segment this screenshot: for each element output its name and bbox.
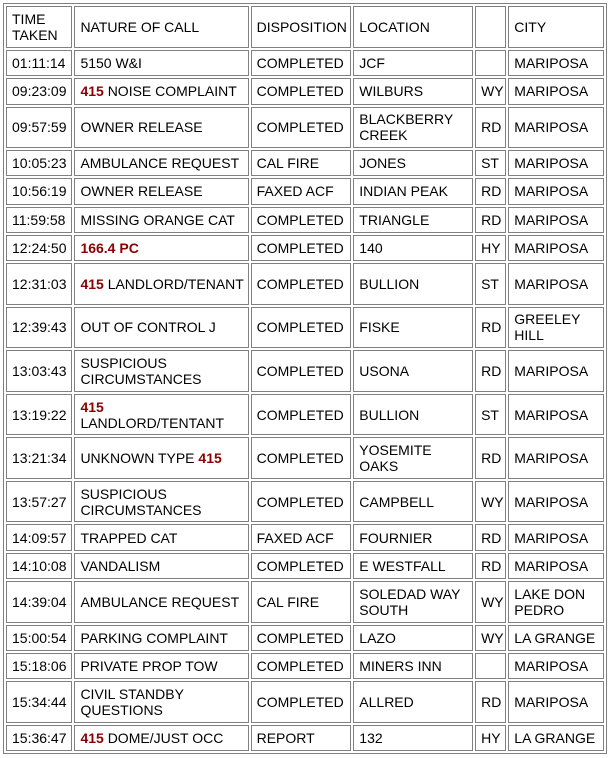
header-city: CITY xyxy=(508,6,604,48)
nature-cell xyxy=(74,263,248,305)
time-cell: 14:09:57 xyxy=(6,524,72,550)
time-cell: 10:56:19 xyxy=(6,178,72,204)
street-suffix-cell: ST xyxy=(475,394,506,436)
street-suffix-cell: ST xyxy=(475,263,506,305)
disposition-cell: COMPLETED xyxy=(251,263,352,305)
nature-cell xyxy=(74,50,248,76)
time-cell: 09:23:09 xyxy=(6,78,72,104)
header-street-suffix xyxy=(475,6,506,48)
time-cell: 13:57:27 xyxy=(6,481,72,523)
disposition-cell: COMPLETED xyxy=(251,481,352,523)
nature-cell xyxy=(74,725,248,751)
time-cell: 10:05:23 xyxy=(6,150,72,176)
nature-text: LANDLORD/TENANT xyxy=(107,275,244,292)
city-cell: MARIPOSA xyxy=(508,681,604,723)
nature-text: NOISE COMPLAINT xyxy=(107,83,237,100)
street-suffix-cell: HY xyxy=(475,725,506,751)
call-code: 415 xyxy=(80,275,104,292)
disposition-cell: COMPLETED xyxy=(251,350,352,392)
time-cell: 14:39:04 xyxy=(6,581,72,623)
city-cell: MARIPOSA xyxy=(508,78,604,104)
city-cell: LAKE DON PEDRO xyxy=(508,581,604,623)
table-row xyxy=(6,207,604,233)
nature-text: CIVIL STANDBY QUESTIONS xyxy=(80,685,184,718)
table-row xyxy=(6,437,604,479)
city-cell: MARIPOSA xyxy=(508,481,604,523)
street-suffix-cell xyxy=(475,50,506,76)
nature-cell xyxy=(74,307,248,349)
nature-cell xyxy=(74,481,248,523)
nature-cell xyxy=(74,524,248,550)
time-cell: 01:11:14 xyxy=(6,50,72,76)
street-suffix-cell: RD xyxy=(475,437,506,479)
street-suffix-cell: WY xyxy=(475,625,506,651)
city-cell: MARIPOSA xyxy=(508,524,604,550)
location-cell: FISKE xyxy=(353,307,473,349)
city-cell: MARIPOSA xyxy=(508,178,604,204)
time-cell: 12:39:43 xyxy=(6,307,72,349)
disposition-cell: COMPLETED xyxy=(251,235,352,261)
disposition-cell: COMPLETED xyxy=(251,437,352,479)
location-cell: JONES xyxy=(353,150,473,176)
call-code: 415 xyxy=(198,450,222,467)
nature-text: SUSPICIOUS CIRCUMSTANCES xyxy=(80,485,202,518)
nature-cell xyxy=(74,653,248,679)
city-cell: MARIPOSA xyxy=(508,235,604,261)
nature-text: LANDLORD/TENTANT xyxy=(80,414,225,431)
location-cell: SOLEDAD WAY SOUTH xyxy=(353,581,473,623)
table-row xyxy=(6,581,604,623)
street-suffix-cell: WY xyxy=(475,78,506,104)
table-row xyxy=(6,50,604,76)
city-cell: MARIPOSA xyxy=(508,553,604,579)
street-suffix-cell xyxy=(475,653,506,679)
nature-text: AMBULANCE REQUEST xyxy=(80,155,240,172)
call-code: 415 xyxy=(80,83,104,100)
disposition-cell: COMPLETED xyxy=(251,50,352,76)
time-cell: 14:10:08 xyxy=(6,553,72,579)
table-row xyxy=(6,481,604,523)
time-cell: 15:18:06 xyxy=(6,653,72,679)
nature-text: VANDALISM xyxy=(80,557,161,574)
nature-text: UNKNOWN TYPE xyxy=(80,450,195,467)
nature-text: 5150 W&I xyxy=(80,55,142,72)
city-cell: MARIPOSA xyxy=(508,107,604,149)
table-row xyxy=(6,350,604,392)
nature-cell xyxy=(74,107,248,149)
city-cell: MARIPOSA xyxy=(508,653,604,679)
street-suffix-cell: RD xyxy=(475,207,506,233)
street-suffix-cell: RD xyxy=(475,178,506,204)
nature-text: OWNER RELEASE xyxy=(80,183,203,200)
header-disposition: DISPOSITION xyxy=(251,6,352,48)
nature-text: OUT OF CONTROL J xyxy=(80,319,216,336)
time-cell: 15:36:47 xyxy=(6,725,72,751)
location-cell: WILBURS xyxy=(353,78,473,104)
time-cell: 15:34:44 xyxy=(6,681,72,723)
street-suffix-cell: RD xyxy=(475,681,506,723)
time-cell: 13:21:34 xyxy=(6,437,72,479)
table-row xyxy=(6,524,604,550)
time-cell: 12:31:03 xyxy=(6,263,72,305)
disposition-cell: COMPLETED xyxy=(251,681,352,723)
disposition-cell: COMPLETED xyxy=(251,394,352,436)
table-row xyxy=(6,78,604,104)
city-cell: MARIPOSA xyxy=(508,207,604,233)
time-cell: 09:57:59 xyxy=(6,107,72,149)
header-location: LOCATION xyxy=(353,6,473,48)
nature-cell xyxy=(74,437,248,479)
nature-cell xyxy=(74,78,248,104)
table-row xyxy=(6,725,604,751)
nature-cell xyxy=(74,581,248,623)
time-cell: 12:24:50 xyxy=(6,235,72,261)
nature-text: MISSING ORANGE CAT xyxy=(80,211,235,228)
table-row xyxy=(6,107,604,149)
street-suffix-cell: RD xyxy=(475,307,506,349)
nature-text: PARKING COMPLAINT xyxy=(80,629,228,646)
disposition-cell: COMPLETED xyxy=(251,653,352,679)
header-nature-of-call: NATURE OF CALL xyxy=(74,6,248,48)
city-cell: MARIPOSA xyxy=(508,394,604,436)
location-cell: E WESTFALL xyxy=(353,553,473,579)
city-cell: LA GRANGE xyxy=(508,625,604,651)
nature-cell xyxy=(74,150,248,176)
city-cell: LA GRANGE xyxy=(508,725,604,751)
call-code: 415 xyxy=(80,398,104,415)
call-log-body xyxy=(6,50,604,751)
disposition-cell: COMPLETED xyxy=(251,625,352,651)
time-cell: 13:19:22 xyxy=(6,394,72,436)
city-cell: MARIPOSA xyxy=(508,350,604,392)
nature-cell xyxy=(74,350,248,392)
street-suffix-cell: RD xyxy=(475,107,506,149)
time-cell: 15:00:54 xyxy=(6,625,72,651)
location-cell: ALLRED xyxy=(353,681,473,723)
street-suffix-cell: RD xyxy=(475,553,506,579)
nature-cell xyxy=(74,394,248,436)
disposition-cell: CAL FIRE xyxy=(251,150,352,176)
location-cell: 132 xyxy=(353,725,473,751)
nature-text: DOME/JUST OCC xyxy=(107,729,224,746)
time-cell: 13:03:43 xyxy=(6,350,72,392)
nature-cell xyxy=(74,681,248,723)
city-cell: MARIPOSA xyxy=(508,150,604,176)
table-row xyxy=(6,307,604,349)
header-row xyxy=(6,6,604,48)
penal-code: 166.4 PC xyxy=(80,239,139,256)
location-cell: USONA xyxy=(353,350,473,392)
city-cell: GREELEY HILL xyxy=(508,307,604,349)
nature-cell xyxy=(74,625,248,651)
street-suffix-cell: WY xyxy=(475,481,506,523)
location-cell: JCF xyxy=(353,50,473,76)
nature-text: TRAPPED CAT xyxy=(80,529,178,546)
table-row xyxy=(6,235,604,261)
location-cell: TRIANGLE xyxy=(353,207,473,233)
disposition-cell: COMPLETED xyxy=(251,307,352,349)
city-cell: MARIPOSA xyxy=(508,437,604,479)
nature-text: PRIVATE PROP TOW xyxy=(80,657,218,674)
disposition-cell: COMPLETED xyxy=(251,553,352,579)
table-row xyxy=(6,625,604,651)
disposition-cell: CAL FIRE xyxy=(251,581,352,623)
table-row xyxy=(6,681,604,723)
street-suffix-cell: HY xyxy=(475,235,506,261)
location-cell: YOSEMITE OAKS xyxy=(353,437,473,479)
nature-text: AMBULANCE REQUEST xyxy=(80,593,240,610)
header-time-taken: TIME TAKEN xyxy=(6,6,72,48)
city-cell: MARIPOSA xyxy=(508,50,604,76)
location-cell: CAMPBELL xyxy=(353,481,473,523)
street-suffix-cell: RD xyxy=(475,524,506,550)
nature-cell xyxy=(74,178,248,204)
disposition-cell: COMPLETED xyxy=(251,107,352,149)
disposition-cell: FAXED ACF xyxy=(251,178,352,204)
street-suffix-cell: ST xyxy=(475,150,506,176)
nature-text: OWNER RELEASE xyxy=(80,119,203,136)
disposition-cell: FAXED ACF xyxy=(251,524,352,550)
nature-cell xyxy=(74,207,248,233)
table-row xyxy=(6,394,604,436)
location-cell: BLACKBERRY CREEK xyxy=(353,107,473,149)
table-row xyxy=(6,263,604,305)
location-cell: BULLION xyxy=(353,394,473,436)
table-row xyxy=(6,653,604,679)
disposition-cell: COMPLETED xyxy=(251,78,352,104)
table-row xyxy=(6,150,604,176)
disposition-cell: REPORT xyxy=(251,725,352,751)
nature-text: SUSPICIOUS CIRCUMSTANCES xyxy=(80,354,202,387)
location-cell: BULLION xyxy=(353,263,473,305)
location-cell: 140 xyxy=(353,235,473,261)
location-cell: FOURNIER xyxy=(353,524,473,550)
nature-cell xyxy=(74,235,248,261)
location-cell: INDIAN PEAK xyxy=(353,178,473,204)
location-cell: LAZO xyxy=(353,625,473,651)
nature-cell xyxy=(74,553,248,579)
time-cell: 11:59:58 xyxy=(6,207,72,233)
disposition-cell: COMPLETED xyxy=(251,207,352,233)
call-code: 415 xyxy=(80,729,104,746)
street-suffix-cell: RD xyxy=(475,350,506,392)
street-suffix-cell: WY xyxy=(475,581,506,623)
city-cell: MARIPOSA xyxy=(508,263,604,305)
table-row xyxy=(6,553,604,579)
location-cell: MINERS INN xyxy=(353,653,473,679)
call-log-table xyxy=(3,3,607,754)
table-row xyxy=(6,178,604,204)
